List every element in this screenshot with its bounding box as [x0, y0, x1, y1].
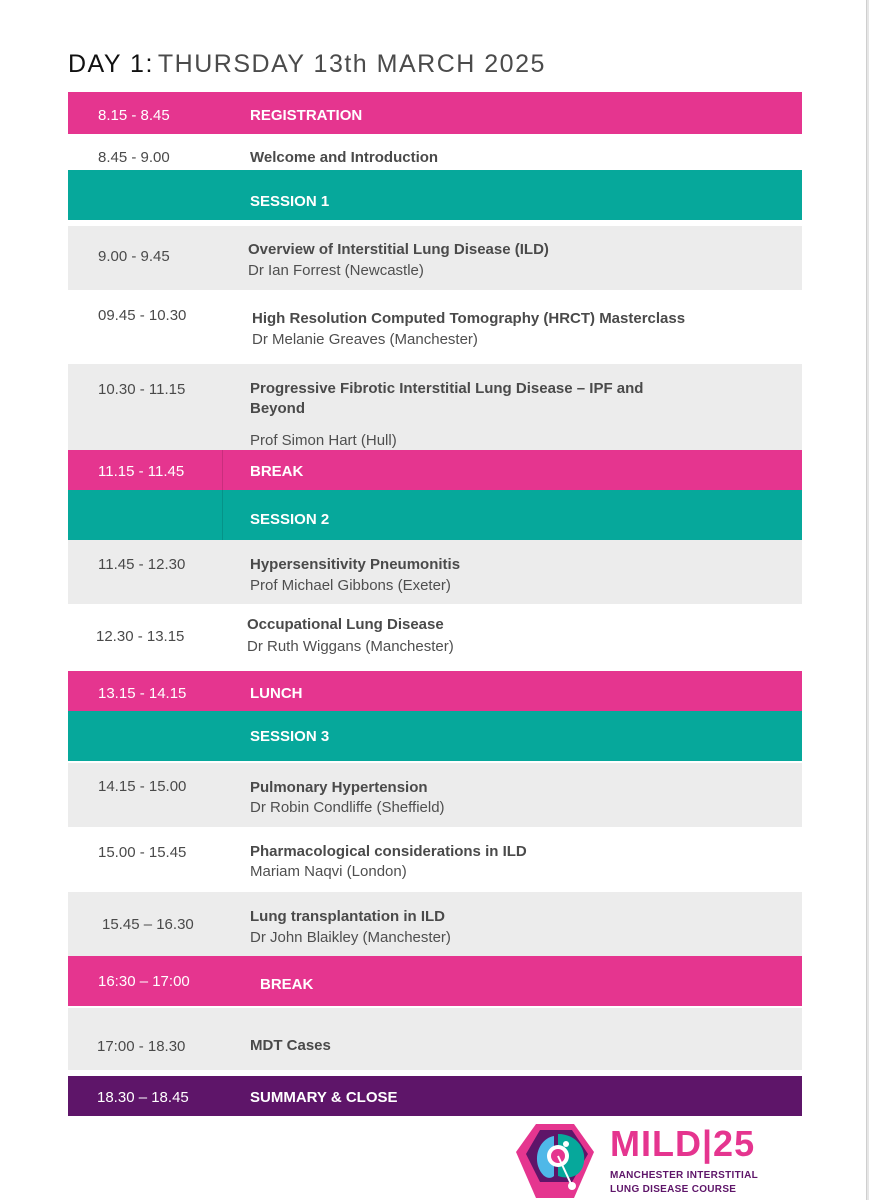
row-time: 11.15 - 11.45: [98, 463, 185, 480]
column-divider: [222, 490, 223, 540]
row-progressive: [68, 364, 802, 450]
session-title: SESSION 3: [250, 728, 330, 745]
lungs-hexagon-icon: [512, 1118, 604, 1200]
row-time: 8.45 - 9.00: [98, 149, 170, 166]
row-title: LUNCH: [250, 685, 303, 702]
row-title: Pulmonary Hypertension: [250, 779, 428, 796]
row-session-2: [68, 490, 802, 540]
day-date: THURSDAY 13th MARCH 2025: [157, 50, 546, 78]
row-title: Welcome and Introduction: [250, 149, 439, 166]
row-time: 14.15 - 15.00: [98, 778, 187, 795]
row-registration: [68, 92, 802, 134]
row-title: BREAK: [250, 463, 304, 480]
row-summary-close: [68, 1076, 802, 1116]
row-title: BREAK: [260, 976, 314, 993]
logo-subtitle-line-2: LUNG DISEASE COURSE: [610, 1184, 737, 1195]
row-speaker: Mariam Naqvi (London): [250, 863, 407, 880]
row-speaker: Dr Robin Condliffe (Sheffield): [250, 799, 445, 816]
row-time: 13.15 - 14.15: [98, 685, 187, 702]
row-session-1: [68, 170, 802, 220]
row-mdt: [68, 1008, 802, 1070]
row-overview-ild: [68, 226, 802, 290]
row-title: SUMMARY & CLOSE: [250, 1089, 398, 1106]
row-title: Lung transplantation in ILD: [250, 908, 445, 925]
day-label: DAY 1:: [68, 50, 154, 78]
row-title: Pharmacological considerations in ILD: [250, 843, 527, 860]
row-speaker: Dr Ian Forrest (Newcastle): [248, 262, 424, 279]
row-pulmonary: [68, 763, 802, 827]
row-title: High Resolution Computed Tomography (HRCT) Masterclass: [252, 310, 686, 327]
row-title: Occupational Lung Disease: [247, 616, 444, 633]
row-title: Overview of Interstitial Lung Disease (ILD): [248, 241, 549, 258]
row-time: 17:00 - 18.30: [97, 1038, 186, 1055]
row-speaker: Dr Ruth Wiggans (Manchester): [247, 638, 454, 655]
row-lunch: [68, 671, 802, 711]
row-time: 8.15 - 8.45: [98, 107, 170, 124]
row-transplantation: [68, 892, 802, 956]
row-break-2: [68, 956, 802, 1006]
session-title: SESSION 1: [250, 193, 330, 210]
session-title: SESSION 2: [250, 511, 330, 528]
row-speaker: Dr John Blaikley (Manchester): [250, 929, 451, 946]
logo-subtitle-line-1: MANCHESTER INTERSTITIAL: [610, 1170, 759, 1181]
row-time: 18.30 – 18.45: [97, 1089, 189, 1106]
row-time: 11.45 - 12.30: [98, 556, 186, 573]
logo-name: MILD|25: [610, 1123, 756, 1164]
row-time: 15.45 – 16.30: [102, 916, 194, 933]
row-title-line-1: Progressive Fibrotic Interstitial Lung Disease – IPF and: [250, 380, 644, 397]
row-time: 9.00 - 9.45: [98, 248, 170, 265]
row-time: 15.00 - 15.45: [98, 844, 187, 861]
row-title: Hypersensitivity Pneumonitis: [250, 556, 461, 573]
column-divider: [222, 450, 223, 490]
row-session-3: [68, 711, 802, 761]
row-occupational: [68, 604, 802, 671]
row-welcome: [68, 134, 802, 170]
mild-logo: [512, 1118, 772, 1200]
row-title-line-2: Beyond: [250, 400, 306, 417]
row-pharmacological: [68, 827, 802, 891]
row-speaker: Dr Melanie Greaves (Manchester): [252, 331, 478, 348]
page-title: [68, 50, 546, 79]
row-time: 12.30 - 13.15: [96, 628, 185, 645]
row-speaker: Prof Simon Hart (Hull): [250, 432, 397, 449]
row-speaker: Prof Michael Gibbons (Exeter): [250, 577, 451, 594]
row-title: MDT Cases: [250, 1037, 331, 1054]
row-hypersensitivity: [68, 540, 802, 604]
row-hrct: [68, 290, 802, 364]
row-title: REGISTRATION: [250, 107, 363, 124]
row-time: 16:30 – 17:00: [98, 973, 190, 990]
row-time: 10.30 - 11.15: [98, 381, 186, 398]
row-break-1: [68, 450, 802, 490]
row-time: 09.45 - 10.30: [98, 307, 187, 324]
